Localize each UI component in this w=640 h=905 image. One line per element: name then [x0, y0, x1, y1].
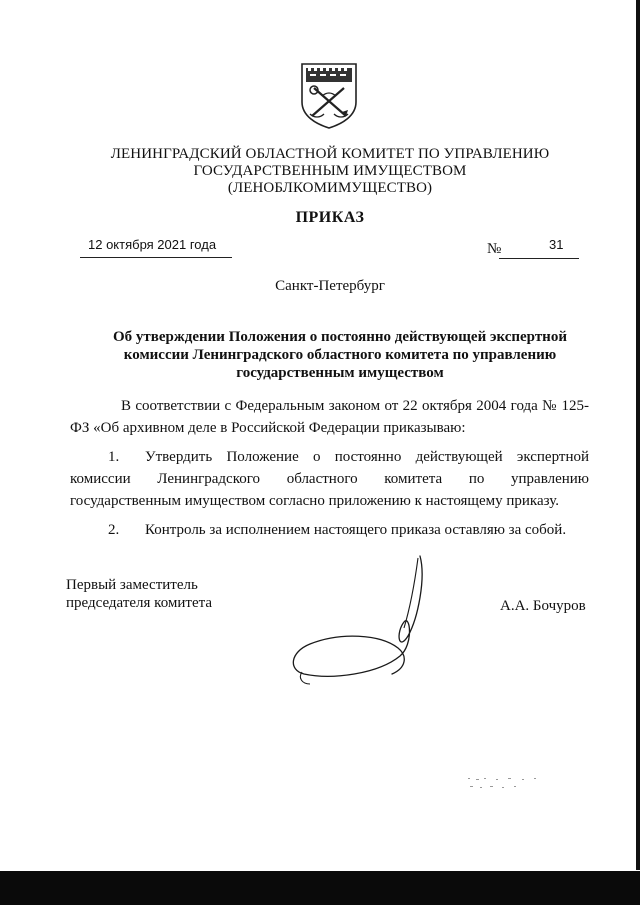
- order-item-1: [70, 446, 589, 512]
- order-subject: [80, 328, 600, 382]
- scan-edge-right: [636, 0, 640, 870]
- subject-line-1: Об утверждении Положения о постоянно действующей экспертной: [113, 329, 567, 345]
- order-date: 12 октября 2021 года: [88, 237, 217, 252]
- order-number: 31: [549, 237, 564, 252]
- number-sign: №: [487, 241, 502, 257]
- subject-line-2: комиссии Ленинградского областного комитета по управлению: [123, 347, 557, 363]
- subject-line-3: государственным имуществом: [236, 365, 444, 381]
- handwritten-signature: [280, 548, 440, 698]
- org-name-line-2: ГОСУДАРСТВЕННЫМ ИМУЩЕСТВОМ: [193, 163, 467, 179]
- preamble-paragraph: В соответствии с Федеральным законом от 22 октября 2004 года № 125-ФЗ «Об архивном деле в Российской Федерации приказываю:: [70, 398, 589, 436]
- org-name-line-1: ЛЕНИНГРАДСКИЙ ОБЛАСТНОЙ КОМИТЕТ ПО УПРАВЛЕНИЮ: [110, 146, 550, 162]
- number-underline: [499, 258, 579, 259]
- item-text: Утвердить Положение о постоянно действующей экспертной комиссии Ленинградского областного комитета по управлению государственным имуществом согласно приложению к настоящему приказу.: [70, 449, 589, 509]
- order-item-2: [70, 519, 589, 541]
- signatory-name: А.А. Бочуров: [500, 598, 586, 614]
- scan-noise: [466, 776, 546, 796]
- position-line-2: председателя комитета: [66, 595, 213, 611]
- signatory-position: [66, 576, 212, 612]
- date-underline: [80, 257, 232, 258]
- position-line-1: Первый заместитель: [66, 577, 198, 593]
- document-type-title: ПРИКАЗ: [295, 209, 365, 226]
- org-name-line-3: (ЛЕНОБЛКОМИМУЩЕСТВО): [227, 180, 433, 196]
- item-number: 2.: [108, 522, 120, 538]
- item-number: 1.: [108, 449, 120, 465]
- scan-edge-bottom: [0, 871, 640, 905]
- coat-of-arms-icon: [298, 60, 360, 130]
- city: Санкт-Петербург: [275, 278, 385, 294]
- item-text: Контроль за исполнением настоящего приказа оставляю за собой.: [145, 522, 567, 538]
